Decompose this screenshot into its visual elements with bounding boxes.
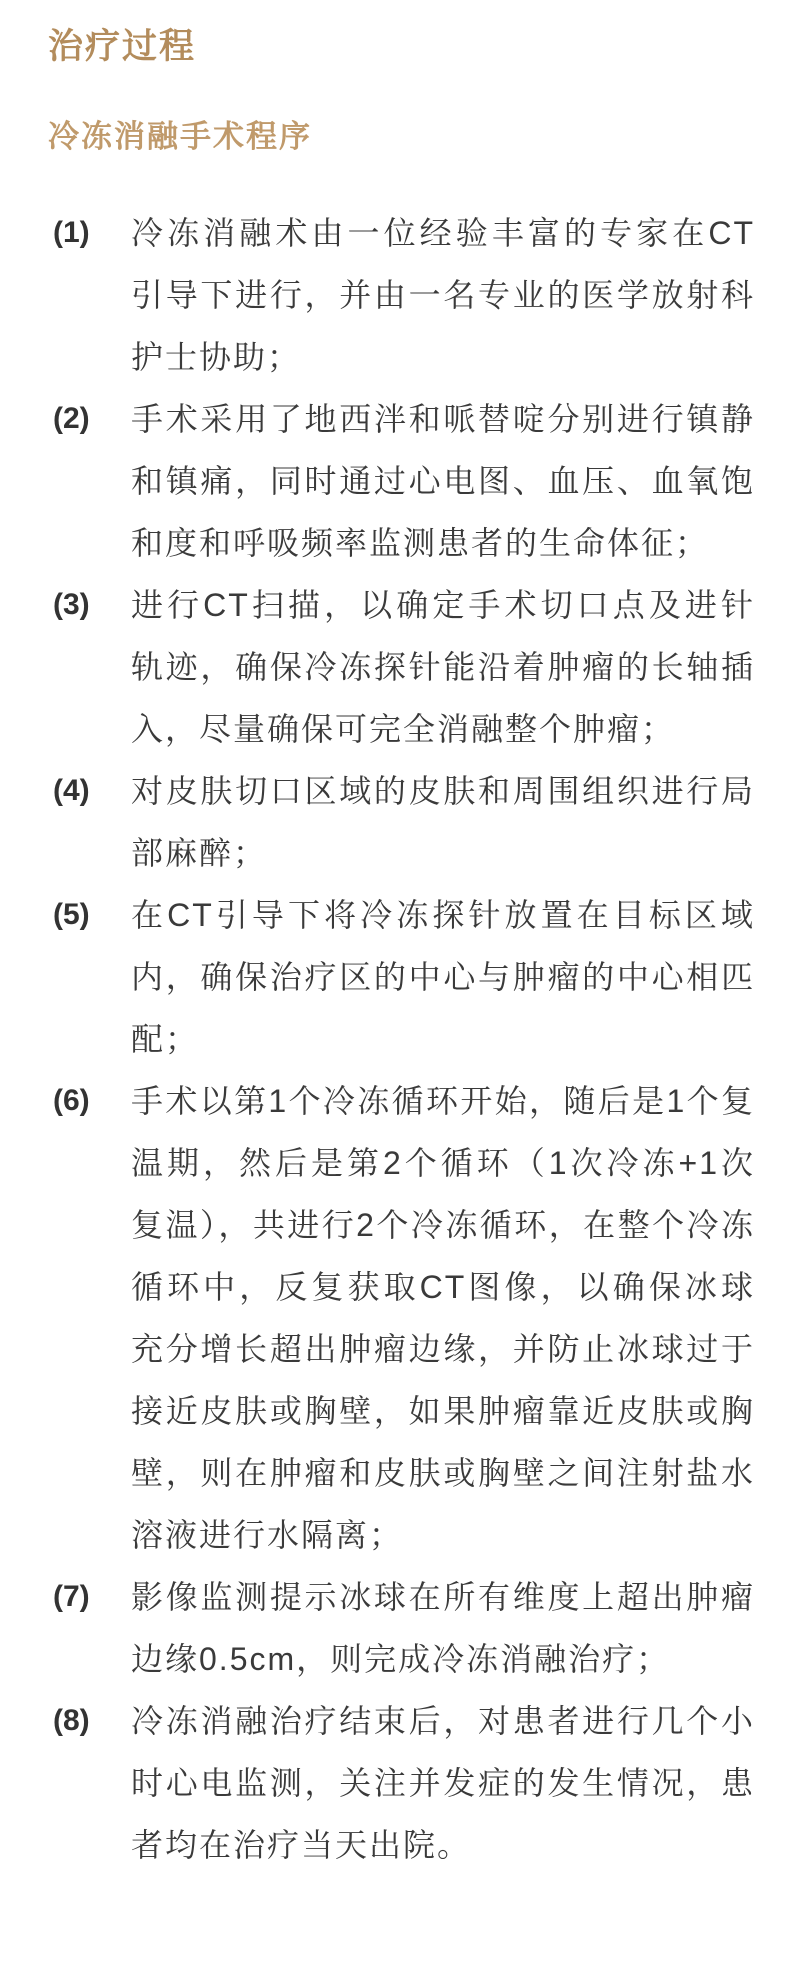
step-number: (2) [53,402,90,435]
list-item [45,1690,755,1876]
step-text: 冷冻消融治疗结束后，对患者进行几个小时心电监测，关注并发症的发生情况，患者均在治疗当天出院。 [131,1703,755,1863]
step-text: 手术以第1个冷冻循环开始，随后是1个复温期，然后是第2个循环（1次冷冻+1次复温），共进行2个冷冻循环，在整个冷冻循环中，反复获取CT图像，以确保冰球充分增长超出肿瘤边缘，并防止冰球过于接近皮肤或胸壁，如果肿瘤靠近皮肤或胸壁，则在肿瘤和皮肤或胸壁之间注射盐水溶液进行水隔离； [131,1083,755,1553]
step-text: 进行CT扫描，以确定手术切口点及进针轨迹，确保冷冻探针能沿着肿瘤的长轴插入，尽量确保可完全消融整个肿瘤； [131,587,755,747]
step-text: 影像监测提示冰球在所有维度上超出肿瘤边缘0.5cm，则完成冷冻消融治疗； [131,1579,755,1677]
step-number: (3) [53,588,90,621]
step-text: 手术采用了地西泮和哌替啶分别进行镇静和镇痛，同时通过心电图、血压、血氧饱和度和呼吸频率监测患者的生命体征； [131,401,755,561]
list-item [45,574,755,760]
list-item [45,202,755,388]
list-item [45,1566,755,1690]
list-item [45,760,755,884]
section-title: 冷冻消融手术程序 [48,119,312,154]
step-number: (7) [53,1580,90,1613]
step-text: 冷冻消融术由一位经验丰富的专家在CT引导下进行，并由一名专业的医学放射科护士协助； [131,215,755,375]
step-number: (4) [53,774,90,807]
step-number: (1) [53,216,90,249]
step-text: 对皮肤切口区域的皮肤和周围组织进行局部麻醉； [131,773,755,871]
step-number: (6) [53,1084,90,1117]
step-number: (8) [53,1704,90,1737]
list-item [45,1070,755,1566]
step-number: (5) [53,898,90,931]
list-item [45,388,755,574]
procedure-step-list [45,202,755,1876]
list-item [45,884,755,1070]
page-title: 治疗过程 [48,26,197,67]
step-text: 在CT引导下将冷冻探针放置在目标区域内，确保治疗区的中心与肿瘤的中心相匹配； [131,897,755,1057]
